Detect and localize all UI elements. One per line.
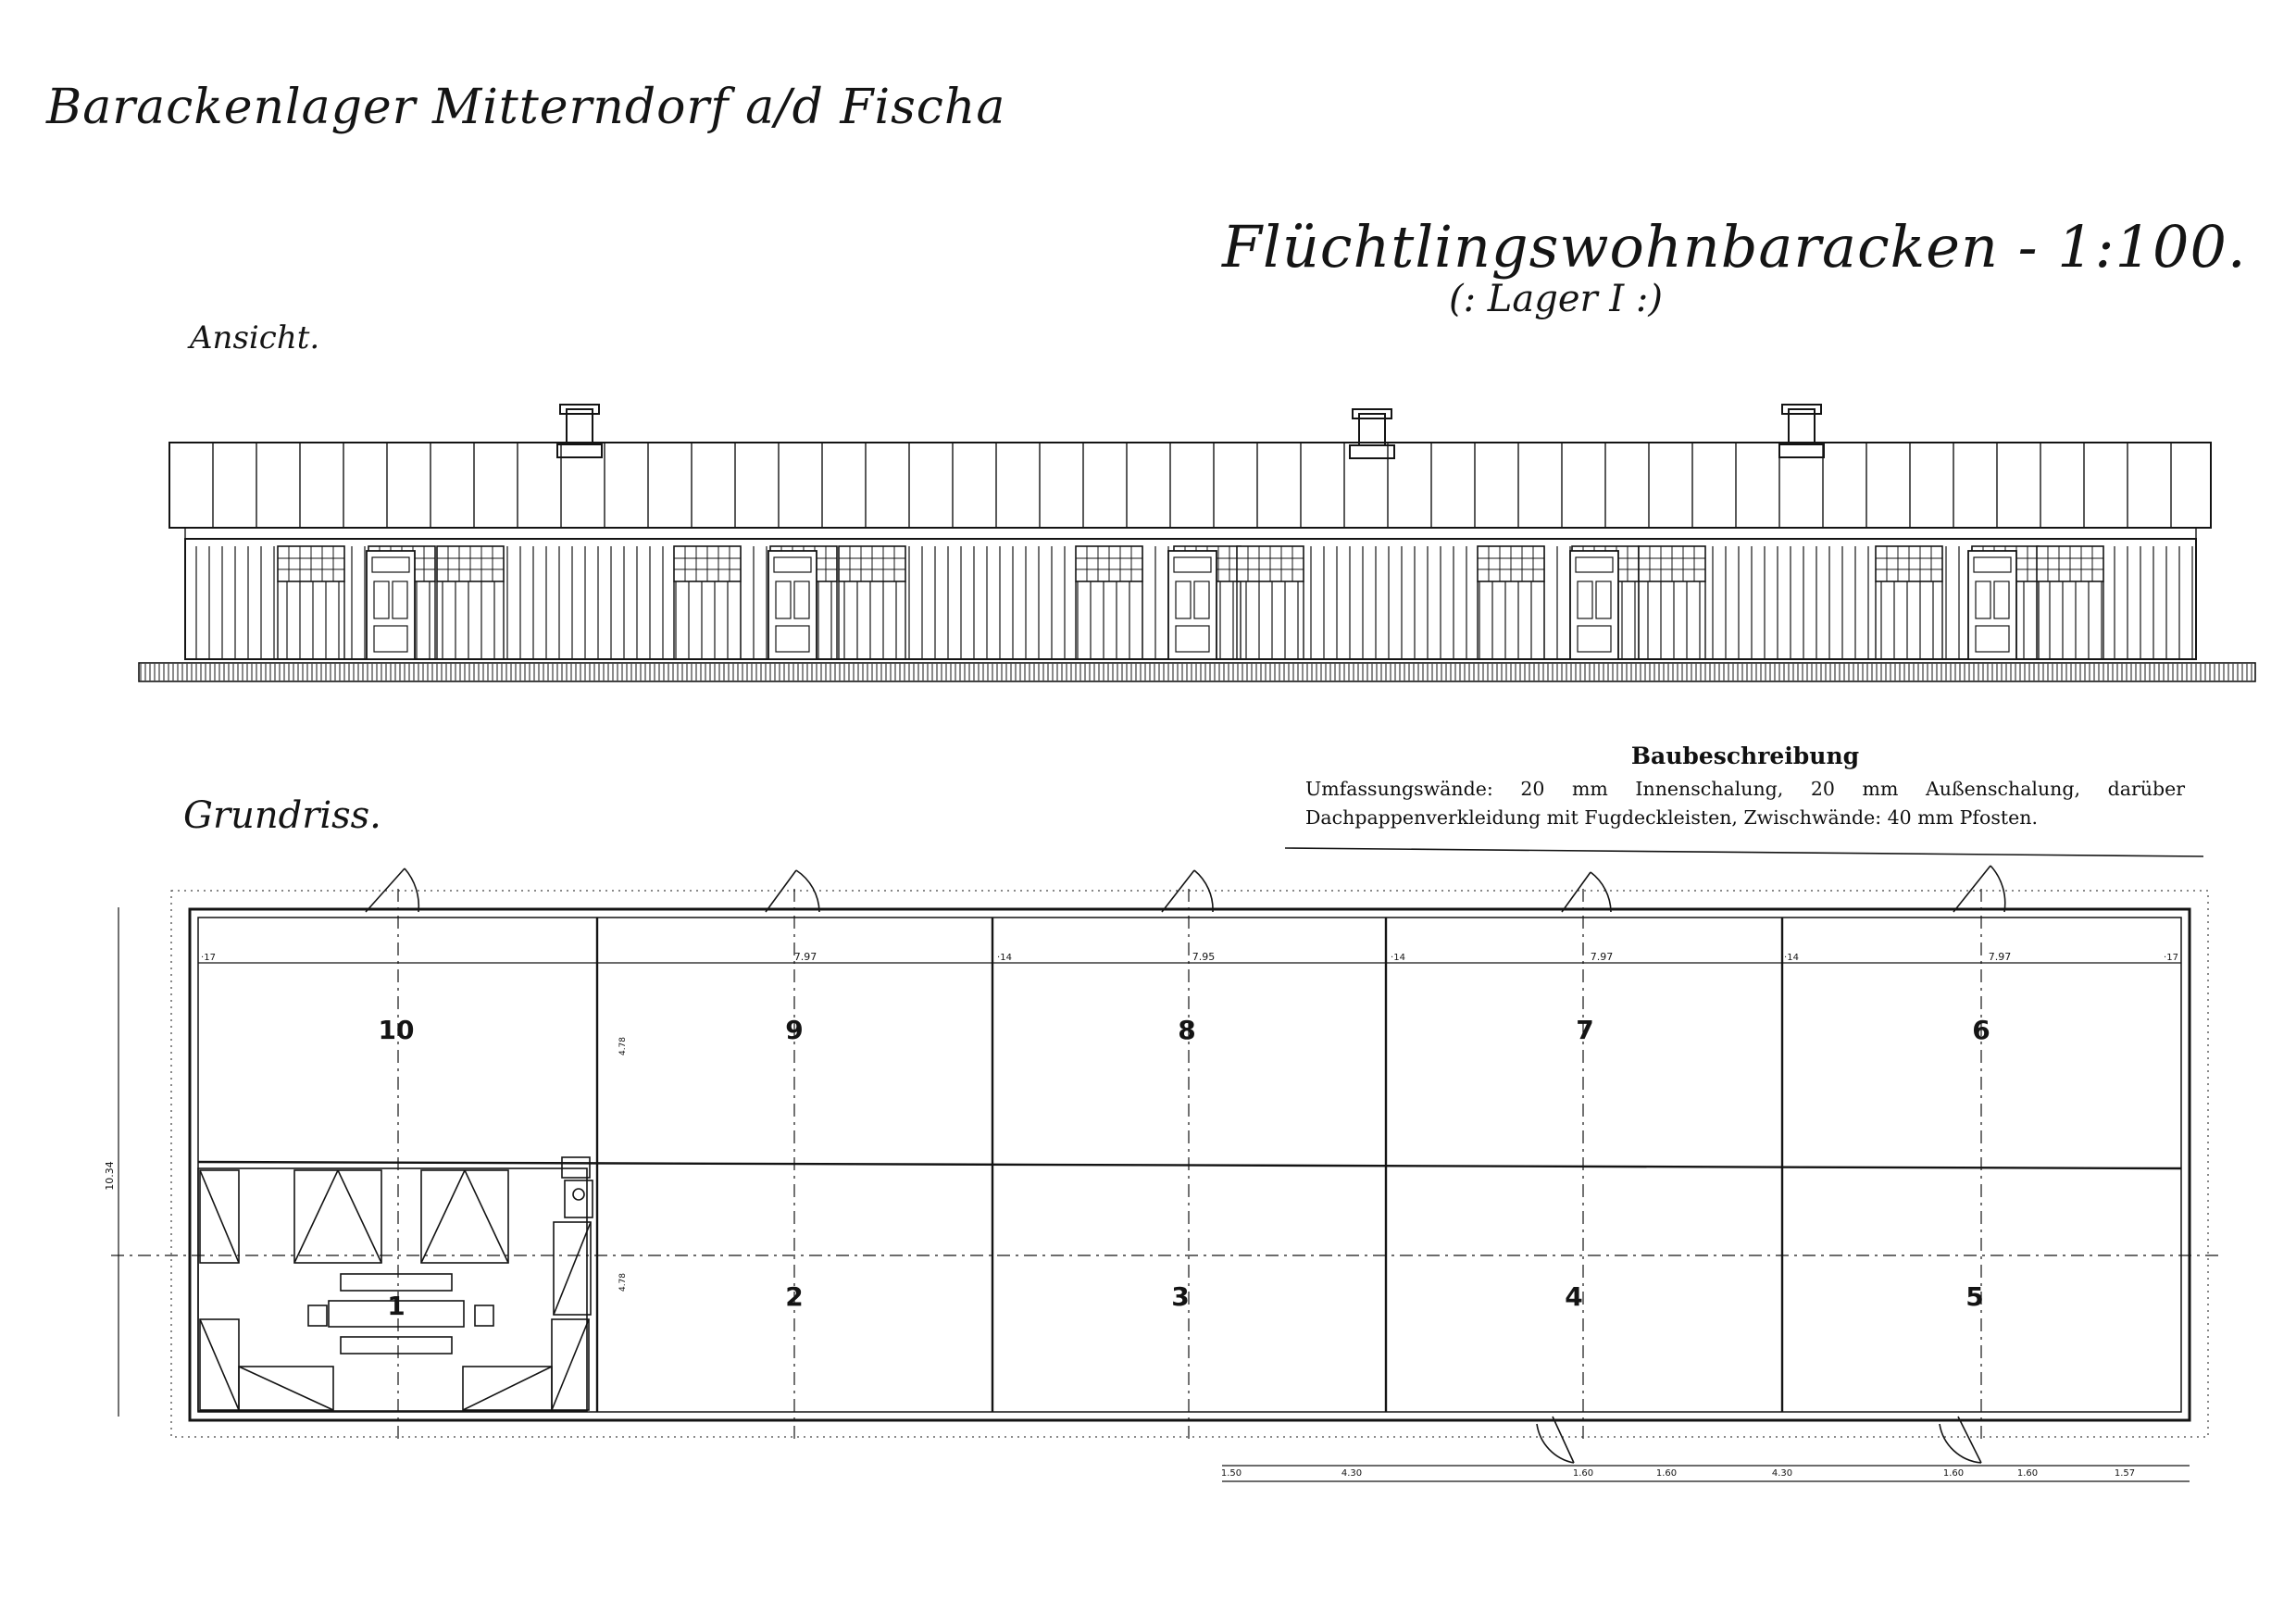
dimension-label: 7.95	[1192, 951, 1216, 963]
plan-annotations	[104, 951, 2178, 1479]
bottom-dimension-label: 4.30	[1341, 1468, 1363, 1479]
dimension-label: 4.78	[618, 1036, 628, 1056]
description-text: Umfassungswände: 20 mm Innenschalung, 20 mm Außenschalung, darüber Dachpappenverkleidung mit Fugdeckleisten, Zwischwände: 40 mm Pfosten.	[1305, 778, 2185, 829]
depth-dimension-label: 10.34	[104, 1161, 116, 1191]
dimension-label: 4.78	[618, 1272, 628, 1292]
room-number: 9	[785, 1015, 804, 1045]
bottom-dimension-label: 4.30	[1771, 1468, 1793, 1479]
bottom-dimension-label: 1.60	[1655, 1468, 1678, 1479]
bottom-dimension-label: 1.57	[2114, 1468, 2136, 1479]
bottom-dimension-label: 1.50	[1220, 1468, 1242, 1479]
bottom-dimension-label: 1.60	[1942, 1468, 1965, 1479]
dimension-label: ·17	[201, 953, 216, 963]
room-number: 5	[1965, 1281, 1984, 1312]
room-number: 7	[1576, 1015, 1594, 1045]
room-number: 3	[1171, 1281, 1190, 1312]
dimension-label: ·14	[997, 953, 1012, 963]
bottom-dimension-label: 1.60	[1572, 1468, 1594, 1479]
room-number: 4	[1565, 1281, 1583, 1312]
dimension-label: ·14	[1391, 953, 1405, 963]
room-number: 1	[387, 1291, 406, 1321]
plan-label: Grundriss.	[183, 794, 381, 837]
room-number: 2	[785, 1281, 804, 1312]
dimension-label: 7.97	[793, 951, 817, 963]
dimension-label: 7.97	[1590, 951, 1614, 963]
dimension-label: 7.97	[1988, 951, 2012, 963]
bottom-dimension-label: 1.60	[2016, 1468, 2039, 1479]
dimension-label: ·14	[1784, 953, 1799, 963]
description-title: Baubeschreibung	[1630, 743, 1860, 769]
room-number: 10	[378, 1015, 415, 1045]
dimension-label: ·17	[2164, 953, 2178, 963]
site-title: Barackenlager Mitterndorf a/d Fischa	[46, 80, 1006, 135]
sheet-subtitle: (: Lager I :)	[1449, 278, 1663, 320]
partitions	[198, 918, 2181, 1412]
room-number: 8	[1178, 1015, 1196, 1045]
elevation-label: Ansicht.	[190, 319, 320, 356]
sheet-title: Flüchtlingswohnbaracken - 1:100.	[1222, 213, 2247, 281]
room-1-furnishing	[198, 1157, 593, 1411]
room-number: 6	[1972, 1015, 1990, 1045]
